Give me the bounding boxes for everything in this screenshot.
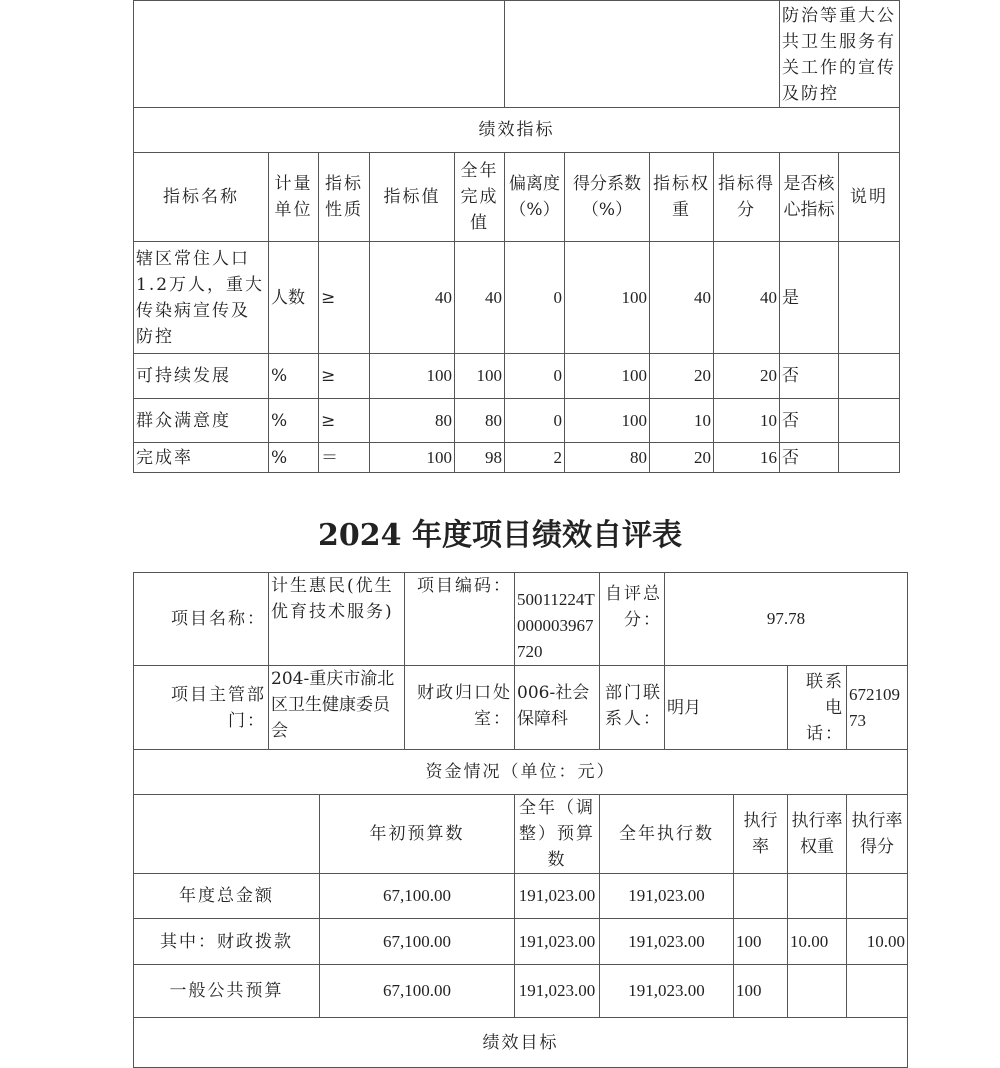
project-self-evaluation-table (133, 572, 908, 1068)
self-score-value: 97.78 (665, 573, 908, 666)
header-score: 指标得分 (714, 153, 780, 242)
table-row (134, 399, 900, 443)
indicator-actual: 80 (455, 399, 505, 443)
funds-header-adjusted: 全年（调整）预算数 (515, 795, 600, 874)
funds-adjusted: 191,023.00 (515, 919, 600, 965)
indicator-nature: ≥ (319, 242, 370, 354)
indicator-weight: 10 (650, 399, 714, 443)
indicator-core: 否 (780, 399, 839, 443)
table-row (134, 919, 908, 965)
indicator-name: 群众满意度 (134, 399, 269, 443)
indicator-score: 16 (714, 443, 780, 473)
header-core: 是否核心指标 (780, 153, 839, 242)
indicator-actual: 98 (455, 443, 505, 473)
funds-row-label: 年度总金额 (134, 874, 320, 919)
header-nature: 指标性质 (319, 153, 370, 242)
indicator-score: 10 (714, 399, 780, 443)
section-title-goals: 绩效目标 (134, 1018, 908, 1068)
funds-header-rate: 执行率 (734, 795, 788, 874)
indicator-coefficient: 100 (565, 399, 650, 443)
indicator-core: 否 (780, 354, 839, 399)
phone-label: 联系电话： (788, 666, 847, 750)
funds-header-executed: 全年执行数 (600, 795, 734, 874)
funds-header-rate-weight: 执行率权重 (788, 795, 847, 874)
funds-rate-weight: 10.00 (788, 919, 847, 965)
funds-initial: 67,100.00 (320, 919, 515, 965)
indicator-unit: 人数 (269, 242, 319, 354)
contact-value: 明月 (665, 666, 788, 750)
indicator-coefficient: 80 (565, 443, 650, 473)
indicator-score: 40 (714, 242, 780, 354)
funds-rate: 100 (734, 965, 788, 1018)
funds-initial: 67,100.00 (320, 965, 515, 1018)
funds-initial: 67,100.00 (320, 874, 515, 919)
funds-rate-score (847, 874, 908, 919)
funds-rate-score (847, 965, 908, 1018)
indicator-target: 40 (370, 242, 455, 354)
dept-label: 项目主管部门： (134, 666, 269, 750)
indicator-note (839, 354, 900, 399)
indicator-nature: ＝ (319, 443, 370, 473)
funds-rate (734, 874, 788, 919)
funds-header-rate-score: 执行率得分 (847, 795, 908, 874)
indicator-core: 是 (780, 242, 839, 354)
phone-value: 67210973 (847, 666, 908, 750)
indicator-deviation: 0 (505, 354, 565, 399)
table-row (134, 354, 900, 399)
funds-rate: 100 (734, 919, 788, 965)
funds-header-initial: 年初预算数 (320, 795, 515, 874)
indicator-actual: 100 (455, 354, 505, 399)
empty-cell (505, 1, 780, 108)
finance-dept-value: 006-社会保障科 (515, 666, 600, 750)
section-title-indicators: 绩效指标 (134, 108, 900, 153)
funds-adjusted: 191,023.00 (515, 965, 600, 1018)
indicator-weight: 40 (650, 242, 714, 354)
indicator-deviation: 0 (505, 242, 565, 354)
indicator-name: 辖区常住人口1.2万人，重大传染病宣传及防控 (134, 242, 269, 354)
indicator-deviation: 2 (505, 443, 565, 473)
indicator-actual: 40 (455, 242, 505, 354)
indicator-name: 完成率 (134, 443, 269, 473)
funds-executed: 191,023.00 (600, 874, 734, 919)
finance-dept-label: 财政归口处室： (405, 666, 515, 750)
dept-value: 204-重庆市渝北区卫生健康委员会 (269, 666, 405, 750)
header-indicator-name: 指标名称 (134, 153, 269, 242)
funds-header-blank (134, 795, 320, 874)
header-actual: 全年完成值 (455, 153, 505, 242)
indicator-note (839, 242, 900, 354)
self-score-label: 自评总分： (600, 573, 665, 666)
funds-adjusted: 191,023.00 (515, 874, 600, 919)
funds-row-label: 一般公共预算 (134, 965, 320, 1018)
funds-rate-score: 10.00 (847, 919, 908, 965)
header-note: 说明 (839, 153, 900, 242)
project-code-label: 项目编码： (405, 573, 515, 666)
table-row (134, 242, 900, 354)
report-title: 2024 年度项目绩效自评表 (318, 518, 682, 553)
indicator-unit: % (269, 399, 319, 443)
indicator-name: 可持续发展 (134, 354, 269, 399)
indicator-coefficient: 100 (565, 354, 650, 399)
funds-row-label: 其中：财政拨款 (134, 919, 320, 965)
funds-executed: 191,023.00 (600, 965, 734, 1018)
continued-description: 防治等重大公共卫生服务有关工作的宣传及防控 (780, 1, 900, 108)
indicator-note (839, 399, 900, 443)
indicator-deviation: 0 (505, 399, 565, 443)
indicator-unit: % (269, 354, 319, 399)
indicator-target: 80 (370, 399, 455, 443)
table-row (134, 874, 908, 919)
project-name-value: 计生惠民(优生优育技术服务) (269, 573, 405, 666)
funds-rate-weight (788, 965, 847, 1018)
indicator-coefficient: 100 (565, 242, 650, 354)
indicator-weight: 20 (650, 443, 714, 473)
table-row (134, 443, 900, 473)
indicator-target: 100 (370, 443, 455, 473)
table-row (134, 965, 908, 1018)
project-code-value: 50011224T000003967720 (515, 573, 600, 666)
header-unit: 计量单位 (269, 153, 319, 242)
performance-indicator-table (133, 0, 900, 473)
indicator-target: 100 (370, 354, 455, 399)
header-deviation: 偏离度（%） (505, 153, 565, 242)
header-weight: 指标权重 (650, 153, 714, 242)
indicator-nature: ≥ (319, 399, 370, 443)
project-name-label: 项目名称： (134, 573, 269, 666)
indicator-weight: 20 (650, 354, 714, 399)
funds-executed: 191,023.00 (600, 919, 734, 965)
contact-label: 部门联系人： (600, 666, 665, 750)
indicator-unit: % (269, 443, 319, 473)
indicator-score: 20 (714, 354, 780, 399)
empty-cell (134, 1, 505, 108)
indicator-core: 否 (780, 443, 839, 473)
indicator-note (839, 443, 900, 473)
header-coefficient: 得分系数（%） (565, 153, 650, 242)
section-title-funds: 资金情况（单位：元） (134, 750, 908, 795)
header-target: 指标值 (370, 153, 455, 242)
funds-rate-weight (788, 874, 847, 919)
indicator-nature: ≥ (319, 354, 370, 399)
